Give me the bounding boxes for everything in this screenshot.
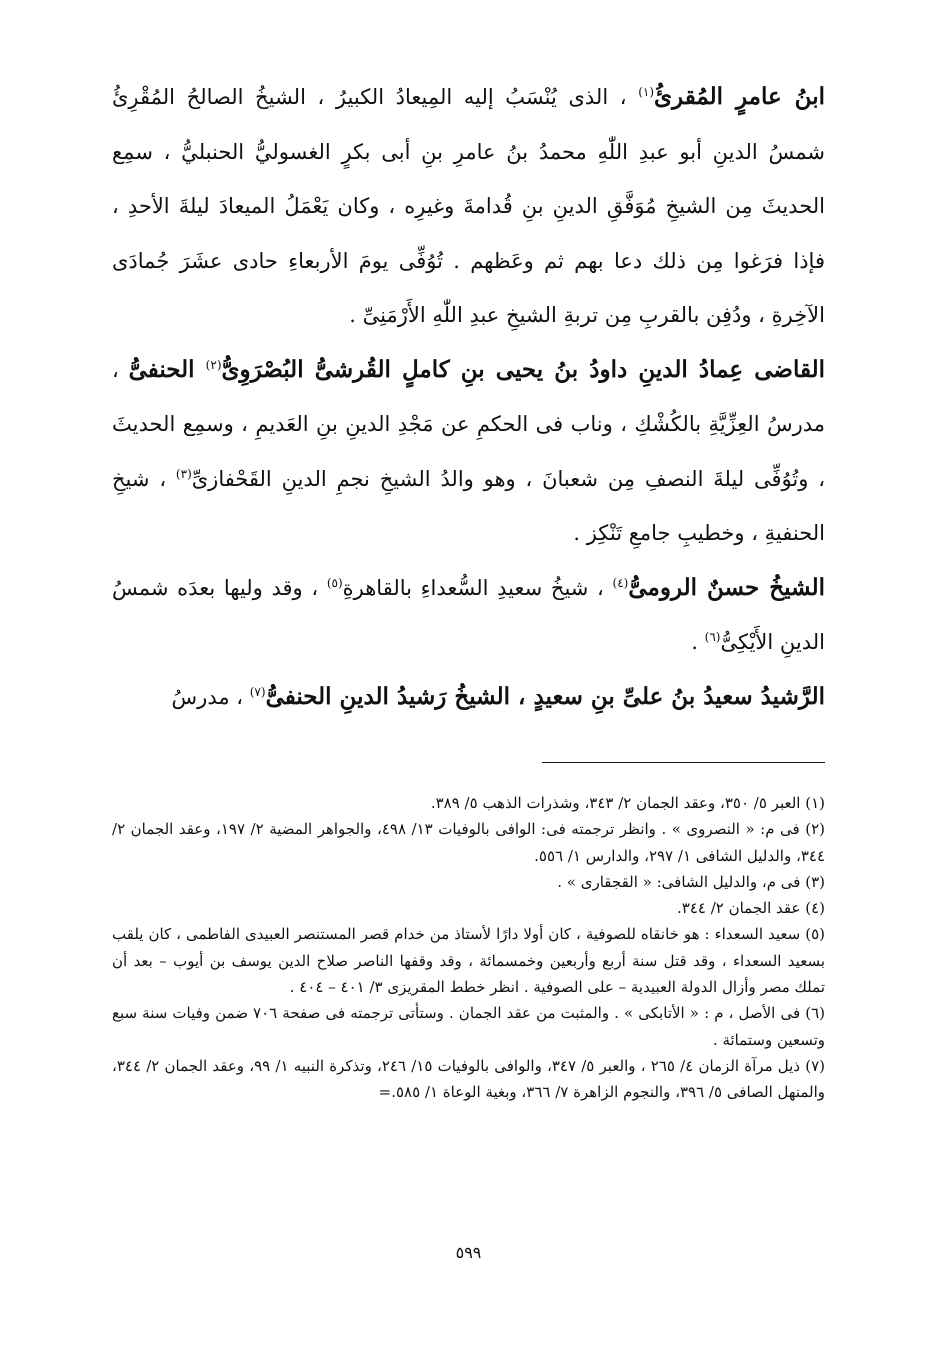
entry-dawud	[112, 343, 825, 561]
main-text	[112, 70, 825, 724]
entry-name-continuation: الحنفىُّ	[128, 355, 206, 383]
entry-rashid	[112, 670, 825, 725]
entry-text: ، مدرسُ العِزِّيَّةِ بالكُشْكِ ، وناب فى الحكمِ عن مَجْدِ الدينِ بنِ العَديمِ ، وسمِع الحديثَ ، وتُوُفِّى ليلةَ النصفِ مِن شعبانَ ، وهو والدُ الشيخِ نجمِ الدينِ القَحْفازىِّ	[112, 357, 825, 491]
footnotes	[112, 790, 825, 1106]
footnote-item: (٣) فى م، والدليل الشافى: « القجقارى » .	[557, 872, 825, 891]
entry-name: ابنُ عامرٍ المُقرئُ	[654, 83, 825, 110]
footnote-item: (٦) فى الأصل ، م : « الأتابكى » . والمثبت من عقد الجمان . وستأتى ترجمته فى صفحة ٧٠٦ ضمن وفيات سنة سبع وتسعين وستمائة .	[112, 1004, 825, 1049]
entry-text-end: .	[691, 630, 705, 654]
entry-text-continuation: ، وقد وليها بعدَه شمسُ الدينِ الأَيْكِىُّ	[112, 575, 825, 654]
entry-hasan-rumi	[112, 561, 825, 670]
entry-text: ، شيخُ سعيدِ السُّعداءِ بالقاهرةِ	[342, 575, 613, 600]
entry-name: الرَّشيدُ سعيدُ بنُ علىِّ بنِ سعيدٍ ، الشيخُ رَشيدُ الدينِ الحنفىُّ	[265, 682, 825, 710]
footnote-item: (٤) عقد الجمان ٢/ ٣٤٤.	[676, 899, 825, 918]
entry-text-continuation: ، شيخِ الحنفيةِ ، وخطيبِ جامعِ تَنْكِز .	[112, 466, 825, 545]
footnote-ref[interactable]: (٧)	[249, 684, 266, 699]
footnote-item: (٥) سعيد السعداء : هو خانقاه للصوفية ، كان أولا دارًا لأستاذ من خدام قصر المستنصر العبيدى الفاطمى ، كان يلقب بسعيد السعداء ، وقد قتل سنة أربع وأربعين وخمسمائة ، وقد وقفها الناصر صلاح الدين يوسف بن أيوب – بعد أن تملك مصر وأزال الدولة العبيدية – على الصوفية . انظر خطط المقريزى ٣/ ٤٠١ – ٤٠٤ .	[112, 925, 825, 997]
footnote-ref[interactable]: (١)	[638, 85, 655, 99]
entry-ibn-amir	[112, 70, 825, 343]
page-number: ٥٩٩	[455, 1243, 482, 1262]
entry-name: القاضى عِمادُ الدينِ داودُ بنُ يحيى بنِ كاملٍ القُرشىُّ البُصْرَوِىُّ	[221, 355, 826, 383]
footnote-ref[interactable]: (٦)	[704, 630, 721, 644]
entry-text: ، مدرسُ	[171, 684, 250, 709]
entry-name: الشيخُ حسنٌ الرومىُّ	[628, 573, 825, 601]
footnote-ref[interactable]: (٢)	[205, 357, 222, 372]
footnote-ref[interactable]: (٣)	[175, 466, 192, 481]
footnote-item: (٢) فى م: « النصروى » . وانظر ترجمته فى: الوافى بالوفيات ١٣/ ٤٩٨، والجواهر المضية ٢/ ١٩٧، وعقد الجمان ٢/ ٣٤٤، والدليل الشافى ١/ ٢٩٧، والدارس ١/ ٥٥٦.	[112, 820, 825, 865]
entry-text: ، الذى يُنْسَبُ إليه المِيعادُ الكبيرُ ، الشيخُ الصالحُ المُقْرِئُ شمسُ الدينِ أبو عبدِ اللّٰهِ محمدُ بنُ عامرِ بنِ أبى بكرٍ الغسوليُّ الحنبليُّ ، سمِع الحديثَ مِن الشيخِ مُوَفَّقِ الدينِ بنِ قُدامةَ وغيرِه ، وكان يَعْمَلُ الميعادَ ليلةَ الأحدِ ، فإذا فرَغوا مِن ذلك دعا بهم ثم وعَظهم . تُوُفِّى يومَ الأربعاءِ حادى عشَرَ جُمادَى الآخِرةِ ، ودُفِن بالقربِ مِن تربةِ الشيخِ عبدِ اللّٰهِ الأَرْمَنِىِّ .	[112, 85, 825, 327]
footnote-ref[interactable]: (٤)	[612, 575, 629, 590]
footnote-separator	[542, 762, 825, 763]
footnote-ref[interactable]: (٥)	[326, 575, 343, 590]
footnote-item: (٧) ذيل مرآة الزمان ٤/ ٢٦٥ ، والعبر ٥/ ٣٤٧، والوافى بالوفيات ١٥/ ٢٤٦، وتذكرة النبيه ١/ ٩٩، وعقد الجمان ٢/ ٣٤٤، والمنهل الصافى ٥/ ٣٩٦، والنجوم الزاهرة ٧/ ٣٦٦، وبغية الوعاة ١/ ٥٨٥.=	[112, 1056, 825, 1102]
footnote-item: (١) العبر ٥/ ٣٥٠، وعقد الجمان ٢/ ٣٤٣، وشذرات الذهب ٥/ ٣٨٩.	[430, 794, 825, 812]
